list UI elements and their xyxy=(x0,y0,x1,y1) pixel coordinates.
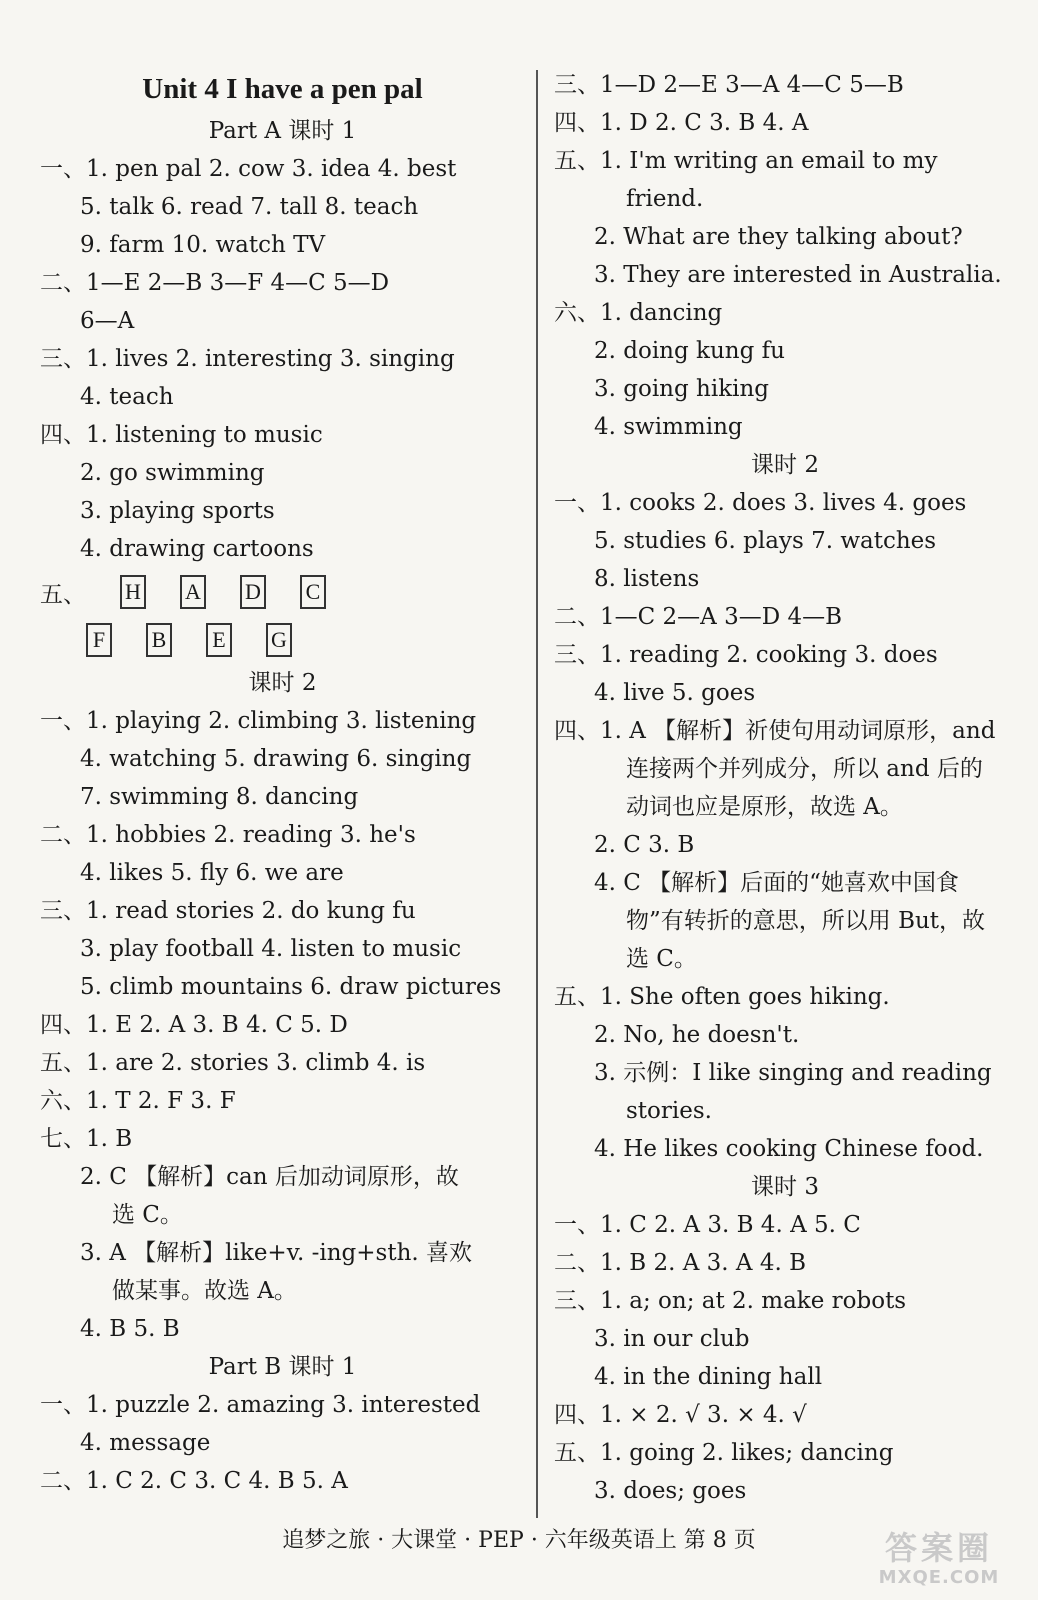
answer-line: 9. farm 10. watch TV xyxy=(80,232,326,258)
answer-line: 五、1. going 2. likes; dancing xyxy=(554,1440,894,1466)
answer-line: 一、1. playing 2. climbing 3. listening xyxy=(40,708,477,734)
answer-line: 4. C 【解析】后面的“她喜欢中国食 xyxy=(594,870,959,896)
lesson-heading: 课时 2 xyxy=(751,452,819,478)
answer-box: E xyxy=(206,623,232,657)
answer-line: 4. He likes cooking Chinese food. xyxy=(594,1136,984,1162)
answer-line: 四、1. E 2. A 3. B 4. C 5. D xyxy=(40,1012,348,1038)
answer-line: 二、1—C 2—A 3—D 4—B xyxy=(554,604,843,630)
answer-line: 2. doing kung fu xyxy=(594,338,785,364)
answer-line: 五、1. are 2. stories 3. climb 4. is xyxy=(40,1050,426,1076)
answer-line: 四、1. D 2. C 3. B 4. A xyxy=(554,110,809,136)
answer-line: 二、1. B 2. A 3. A 4. B xyxy=(554,1250,806,1276)
section-label: 五、 xyxy=(40,581,86,608)
answer-line: 做某事。故选 A。 xyxy=(112,1278,297,1304)
answer-line: 6—A xyxy=(80,308,135,334)
answer-line: 2. No, he doesn't. xyxy=(594,1022,800,1048)
answer-line: 3. in our club xyxy=(594,1326,750,1352)
answer-line: 四、1. listening to music xyxy=(40,422,323,448)
answer-line: 四、1. A 【解析】祈使句用动词原形，and xyxy=(554,718,996,744)
answer-line: 2. C 【解析】can 后加动词原形，故 xyxy=(80,1164,459,1190)
answer-line: 2. What are they talking about? xyxy=(594,224,963,250)
answer-box: D xyxy=(240,575,266,609)
answer-line: 五、1. I'm writing an email to my xyxy=(554,148,938,174)
answer-line: 三、1. a; on; at 2. make robots xyxy=(554,1288,907,1314)
answer-line: 4. B 5. B xyxy=(80,1316,180,1342)
answer-line: 2. C 3. B xyxy=(594,832,695,858)
lesson-heading: 课时 2 xyxy=(248,670,317,696)
left-column xyxy=(40,66,525,1500)
answer-line: 5. climb mountains 6. draw pictures xyxy=(80,974,502,1000)
answer-line: stories. xyxy=(626,1098,712,1124)
lesson-heading: 课时 3 xyxy=(751,1174,819,1200)
watermark-logo xyxy=(854,1528,1024,1592)
answer-line: 二、1. hobbies 2. reading 3. he's xyxy=(40,822,416,848)
answer-line: 二、1. C 2. C 3. C 4. B 5. A xyxy=(40,1468,348,1494)
unit-title: Unit 4 I have a pen pal xyxy=(142,73,423,105)
answer-line: 4. in the dining hall xyxy=(594,1364,823,1390)
answer-line: 4. likes 5. fly 6. we are xyxy=(80,860,344,886)
boxed-answers-row-2 xyxy=(40,616,525,664)
answer-line: friend. xyxy=(626,186,704,212)
answer-line: 4. swimming xyxy=(594,414,743,440)
answer-box: G xyxy=(266,623,292,657)
answer-line: 7. swimming 8. dancing xyxy=(80,784,359,810)
answer-line: 3. play football 4. listen to music xyxy=(80,936,462,962)
column-divider xyxy=(536,70,538,1518)
answer-box: H xyxy=(120,575,146,609)
answer-line: 5. talk 6. read 7. tall 8. teach xyxy=(80,194,419,220)
answer-line: 动词也应是原形，故选 A。 xyxy=(626,794,903,820)
answer-box: F xyxy=(86,623,112,657)
part-a-heading: Part A 课时 1 xyxy=(208,118,357,144)
answer-line: 3. A 【解析】like+v. -ing+sth. 喜欢 xyxy=(80,1240,473,1266)
answer-line: 4. live 5. goes xyxy=(594,680,756,706)
answer-line: 4. watching 5. drawing 6. singing xyxy=(80,746,472,772)
answer-line: 三、1—D 2—E 3—A 4—C 5—B xyxy=(554,72,904,98)
answer-line: 五、1. She often goes hiking. xyxy=(554,984,890,1010)
answer-line: 二、1—E 2—B 3—F 4—C 5—D xyxy=(40,270,390,296)
answer-line: 三、1. read stories 2. do kung fu xyxy=(40,898,416,924)
answer-line: 三、1. reading 2. cooking 3. does xyxy=(554,642,938,668)
part-b-heading: Part B 课时 1 xyxy=(208,1354,357,1380)
answer-line: 六、1. dancing xyxy=(554,300,723,326)
answer-line: 3. does; goes xyxy=(594,1478,747,1504)
answer-line: 5. studies 6. plays 7. watches xyxy=(594,528,937,554)
answer-box: A xyxy=(180,575,206,609)
answer-line: 4. drawing cartoons xyxy=(80,536,314,562)
boxed-answers-row-1 xyxy=(40,568,525,616)
answer-line: 3. going hiking xyxy=(594,376,770,402)
answer-box: B xyxy=(146,623,172,657)
answer-line: 3. playing sports xyxy=(80,498,275,524)
answer-line: 选 C。 xyxy=(626,946,697,972)
answer-line: 3. They are interested in Australia. xyxy=(594,262,1002,288)
watermark-url: MXQE.COM xyxy=(878,1567,1000,1588)
watermark-text: 答案圈 xyxy=(884,1529,993,1567)
answer-line: 一、1. C 2. A 3. B 4. A 5. C xyxy=(554,1212,861,1238)
page-footer: 追梦之旅 · 大课堂 · PEP · 六年级英语上 第 8 页 xyxy=(282,1528,756,1553)
right-column xyxy=(554,66,1016,1510)
answer-line: 七、1. B xyxy=(40,1126,133,1152)
answer-line: 一、1. pen pal 2. cow 3. idea 4. best xyxy=(40,156,457,182)
answer-line: 四、1. × 2. √ 3. × 4. √ xyxy=(554,1402,807,1428)
answer-line: 三、1. lives 2. interesting 3. singing xyxy=(40,346,455,372)
answer-box: C xyxy=(300,575,326,609)
answer-line: 8. listens xyxy=(594,566,700,592)
answer-line: 2. go swimming xyxy=(80,460,265,486)
answer-line: 3. 示例：I like singing and reading xyxy=(594,1060,992,1086)
answer-line: 连接两个并列成分，所以 and 后的 xyxy=(626,756,983,782)
answer-line: 选 C。 xyxy=(112,1202,183,1228)
answer-line: 六、1. T 2. F 3. F xyxy=(40,1088,236,1114)
answer-line: 一、1. cooks 2. does 3. lives 4. goes xyxy=(554,490,967,516)
answer-line: 4. teach xyxy=(80,384,174,410)
answer-line: 物”有转折的意思，所以用 But，故 xyxy=(626,908,986,934)
answer-line: 一、1. puzzle 2. amazing 3. interested xyxy=(40,1392,481,1418)
answer-line: 4. message xyxy=(80,1430,211,1456)
